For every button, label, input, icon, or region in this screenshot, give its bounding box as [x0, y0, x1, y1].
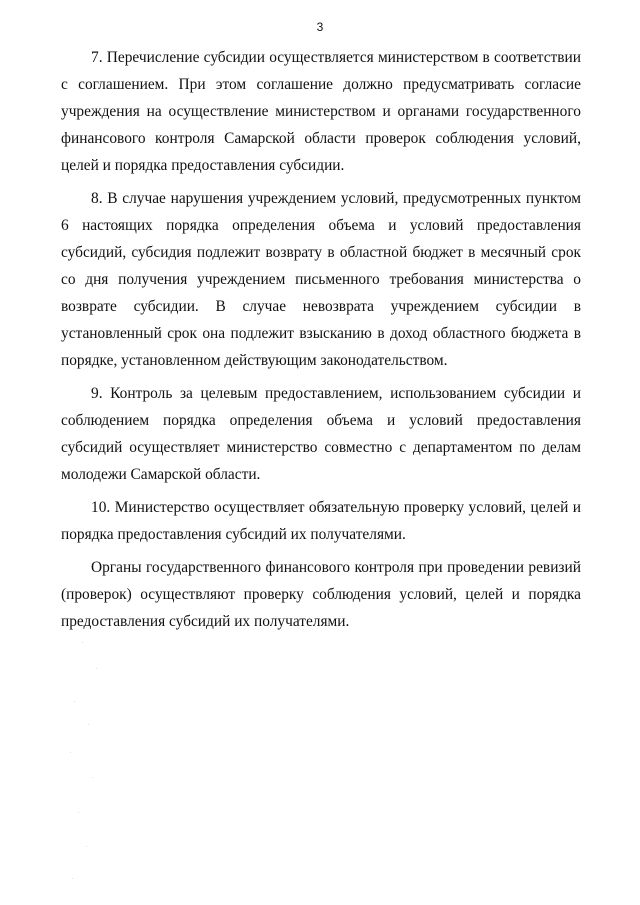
document-body	[61, 44, 581, 641]
paragraph-10: 10. Министерство осуществляет обязательную проверку условий, целей и порядка предоставления субсидий их получателями.	[61, 499, 581, 543]
scan-speck	[78, 812, 79, 813]
paragraph-8: 8. В случае нарушения учреждением условий, предусмотренных пунктом 6 настоящих порядка определения объема и условий предоставления субсидий, субсидия подлежит возврату в областной бюджет в месячный срок со дня получения учреждением письменного требования министерства о возврате субсидии. В случае невозврата учреждением субсидии в установленный срок она подлежит взысканию в доход областного бюджета в порядке, установленном действующим законодательством.	[61, 190, 581, 369]
scan-speck	[86, 846, 87, 847]
scan-speck	[72, 878, 73, 879]
paragraph-audit-bodies: Органы государственного финансового контроля при проведении ревизий (проверок) осуществляют проверку соблюдения условий, целей и порядка предоставления субсидий их получателями.	[61, 559, 581, 630]
scan-speck	[88, 724, 89, 725]
scan-speck	[74, 701, 75, 702]
page-number: 3	[316, 20, 324, 34]
scan-speck	[92, 777, 93, 778]
paragraph-9: 9. Контроль за целевым предоставлением, использованием субсидии и соблюдением порядка определения объема и условий предоставления субсидий осуществляет министерство совместно с департаментом по делам молодежи Самарской области.	[61, 385, 581, 483]
scan-speck	[82, 642, 83, 643]
scan-speck	[96, 668, 97, 669]
scan-speck	[70, 752, 71, 753]
paragraph-7: 7. Перечисление субсидии осуществляется министерством в соответствии с соглашением. При этом соглашение должно предусматривать согласие учреждения на осуществление министерством и органами государственного финансового контроля Самарской области проверок соблюдения условий, целей и порядка предоставления субсидии.	[61, 49, 581, 174]
